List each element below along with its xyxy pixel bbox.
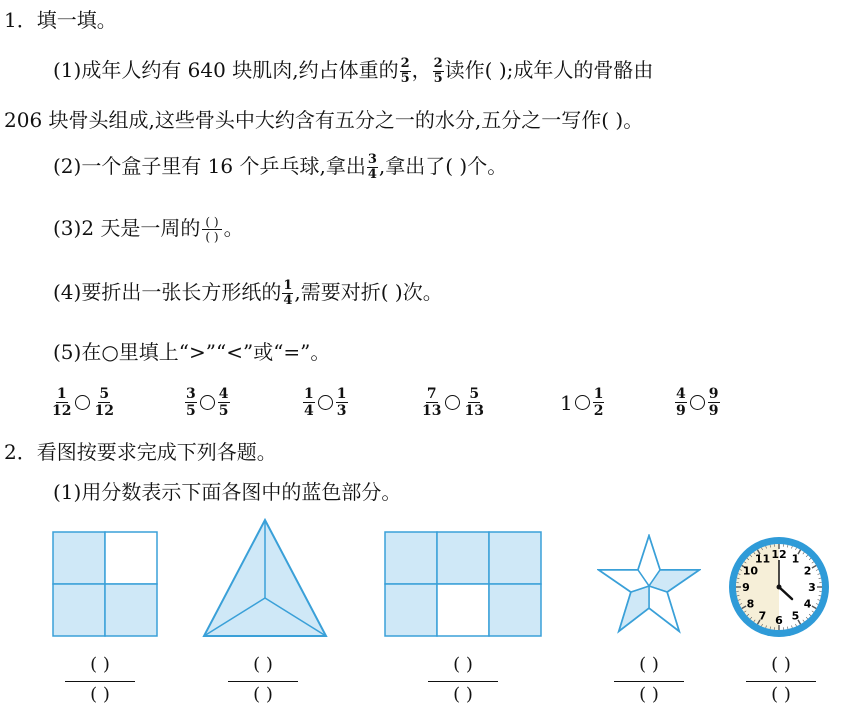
clock-number: 12 [771, 548, 787, 561]
q1-part4-text-a: (4)要折出一张长方形纸的 [53, 280, 282, 304]
q1-part2-text-b[interactable]: ,拿出了( )个。 [378, 154, 508, 178]
clock-number: 10 [742, 564, 759, 578]
compare-circle[interactable] [200, 395, 215, 410]
clock-number: 11 [754, 552, 771, 566]
answer-fraction[interactable]: ( ) ( ) [65, 654, 135, 708]
fraction-1-4: $\frac{1}{4}$ [283, 278, 293, 308]
comparison-item: 1 $\frac{1}{2}$ [560, 386, 604, 419]
compare-circle[interactable] [318, 395, 333, 410]
q1-part2 [53, 152, 507, 182]
q1-part4 [53, 278, 443, 308]
clock-number: 1 [791, 552, 800, 566]
clock-center [777, 585, 782, 590]
compare-circle[interactable] [445, 395, 460, 410]
q1-part1-text-c[interactable]: 读作( );成年人的骨骼由 [444, 58, 654, 82]
triangle-figure [202, 518, 328, 638]
clock-number: 3 [808, 581, 816, 594]
q1-part3 [53, 214, 244, 244]
comparison-item: $\frac{7}{13}$ $\frac{5}{13}$ [422, 386, 484, 419]
clock-number: 2 [803, 564, 812, 578]
answer-fraction[interactable]: ( ) ( ) [428, 654, 498, 708]
fraction-2-5: $\frac{2}{5}$ [400, 56, 410, 86]
fraction-2-5-b: $\frac{2}{5}$ [433, 56, 443, 86]
compare-circle[interactable] [75, 395, 90, 410]
comma: ， [411, 58, 432, 82]
q1-part3-text-a: (3)2 天是一周的 [53, 216, 201, 240]
q1-part4-text-b[interactable]: ,需要对折( )次。 [294, 280, 443, 304]
q2-subheading: (1)用分数表示下面各图中的蓝色部分。 [53, 480, 402, 504]
q1-part1-line1 [53, 56, 653, 86]
q1-part5: (5)在○里填上“>”“<”或“=”。 [53, 340, 331, 364]
compare-circle[interactable] [690, 395, 705, 410]
q1-heading: 1．填一填。 [4, 8, 117, 32]
clock-number: 8 [746, 597, 755, 611]
compare-circle[interactable] [575, 395, 590, 410]
comparison-item: $\frac{4}{9}$ $\frac{9}{9}$ [676, 386, 719, 419]
comparison-item: $\frac{3}{5}$ $\frac{4}{5}$ [186, 386, 229, 419]
answer-fraction[interactable]: ( ) ( ) [228, 654, 298, 708]
star-figure [597, 534, 701, 634]
q2-heading: 2．看图按要求完成下列各题。 [4, 440, 277, 464]
q1-part1-text-a: (1)成年人约有 640 块肌肉,约占体重的 [53, 58, 399, 82]
period: 。 [223, 216, 244, 240]
comparison-item: $\frac{1}{12}$ $\frac{5}{12}$ [52, 386, 114, 419]
clock-number: 6 [775, 614, 783, 627]
clock-number: 4 [803, 597, 812, 611]
clock-number: 5 [791, 609, 800, 623]
blank-fraction[interactable]: $\frac{( )}{( )}$ [202, 215, 221, 244]
clock-figure [726, 534, 832, 640]
square-figure [52, 531, 158, 637]
q1-part1-line2[interactable]: 206 块骨头组成,这些骨头中大约含有五分之一的水分,五分之一写作( )。 [4, 108, 644, 132]
clock-number: 7 [758, 609, 767, 623]
comparison-item: $\frac{1}{4}$ $\frac{1}{3}$ [304, 386, 347, 419]
answer-fraction[interactable]: ( ) ( ) [746, 654, 816, 708]
clock-number: 9 [742, 581, 750, 594]
answer-fraction[interactable]: ( ) ( ) [614, 654, 684, 708]
rectangle-figure [384, 531, 542, 637]
q1-part2-text-a: (2)一个盒子里有 16 个乒乓球,拿出 [53, 154, 366, 178]
fraction-3-4: $\frac{3}{4}$ [367, 152, 377, 182]
